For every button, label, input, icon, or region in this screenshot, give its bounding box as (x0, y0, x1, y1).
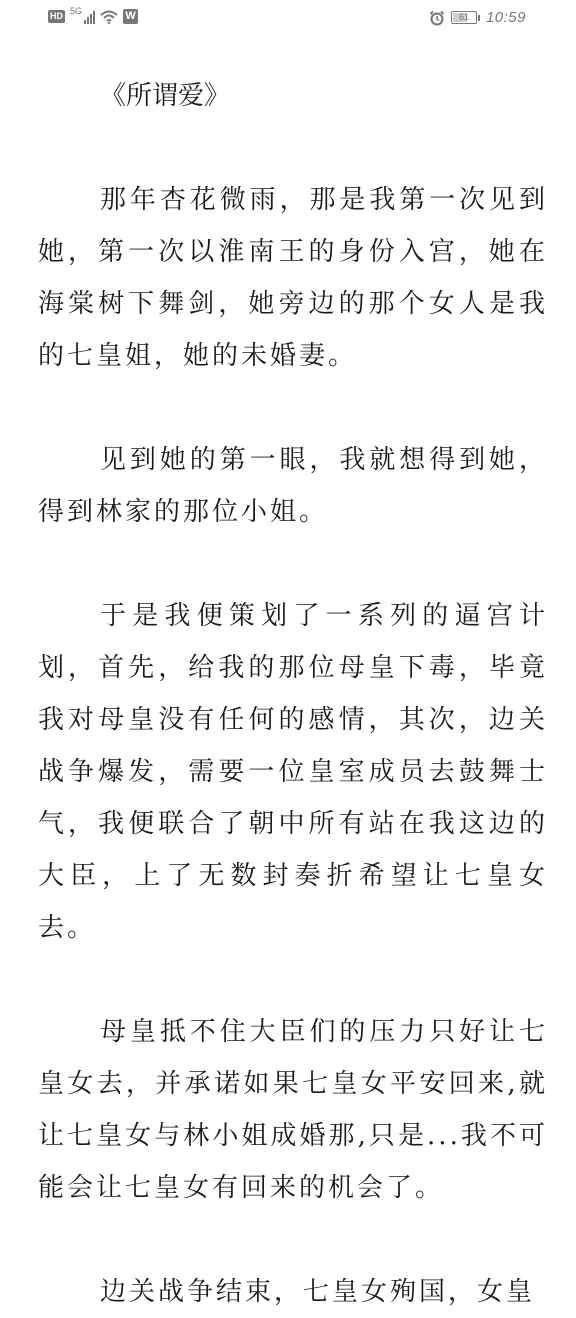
status-bar-right (429, 9, 526, 26)
alarm-icon (429, 10, 445, 26)
battery-level: 61 (458, 12, 469, 22)
article-paragraph-5: 边关战争结束，七皇女殉国，女皇 (100, 1277, 536, 1307)
status-bar (0, 0, 576, 40)
article-paragraph-4: 母皇抵不住大臣们的压力只好让七皇女去，并承诺如果七皇女平安回来,就让七皇女与林小姐成婚那,只是...我不可能会让七皇女有回来的机会了。 (38, 1017, 548, 1203)
article-paragraph-1: 那年杏花微雨，那是我第一次见到她，第一次以淮南王的身份入宫，她在海棠树下舞剑，她旁边的那个女人是我的七皇姐，她的未婚妻。 (38, 185, 548, 371)
status-bar-left (48, 5, 138, 24)
article-paragraph-2: 见到她的第一眼，我就想得到她，得到林家的那位小姐。 (38, 445, 548, 527)
battery-icon (451, 11, 477, 24)
signal-icon (84, 10, 95, 24)
hd-badge: HD (50, 11, 63, 21)
wifi-icon (100, 10, 118, 24)
article-content (38, 70, 548, 1318)
battery-tip (478, 15, 480, 21)
article-title: 《所谓爱》 (100, 81, 231, 111)
status-time: 10:59 (485, 9, 526, 26)
article-paragraph-3: 于是我便策划了一系列的逼宫计划，首先，给我的那位母皇下毒，毕竟我对母皇没有任何的感情，其次，边关战争爆发，需要一位皇室成员去鼓舞士气，我便联合了朝中所有站在我这边的大臣，上了无数封奏折希望让七皇女去。 (38, 601, 548, 943)
app-badge-icon: W (123, 9, 138, 24)
network-type-label: 5G (70, 5, 83, 16)
